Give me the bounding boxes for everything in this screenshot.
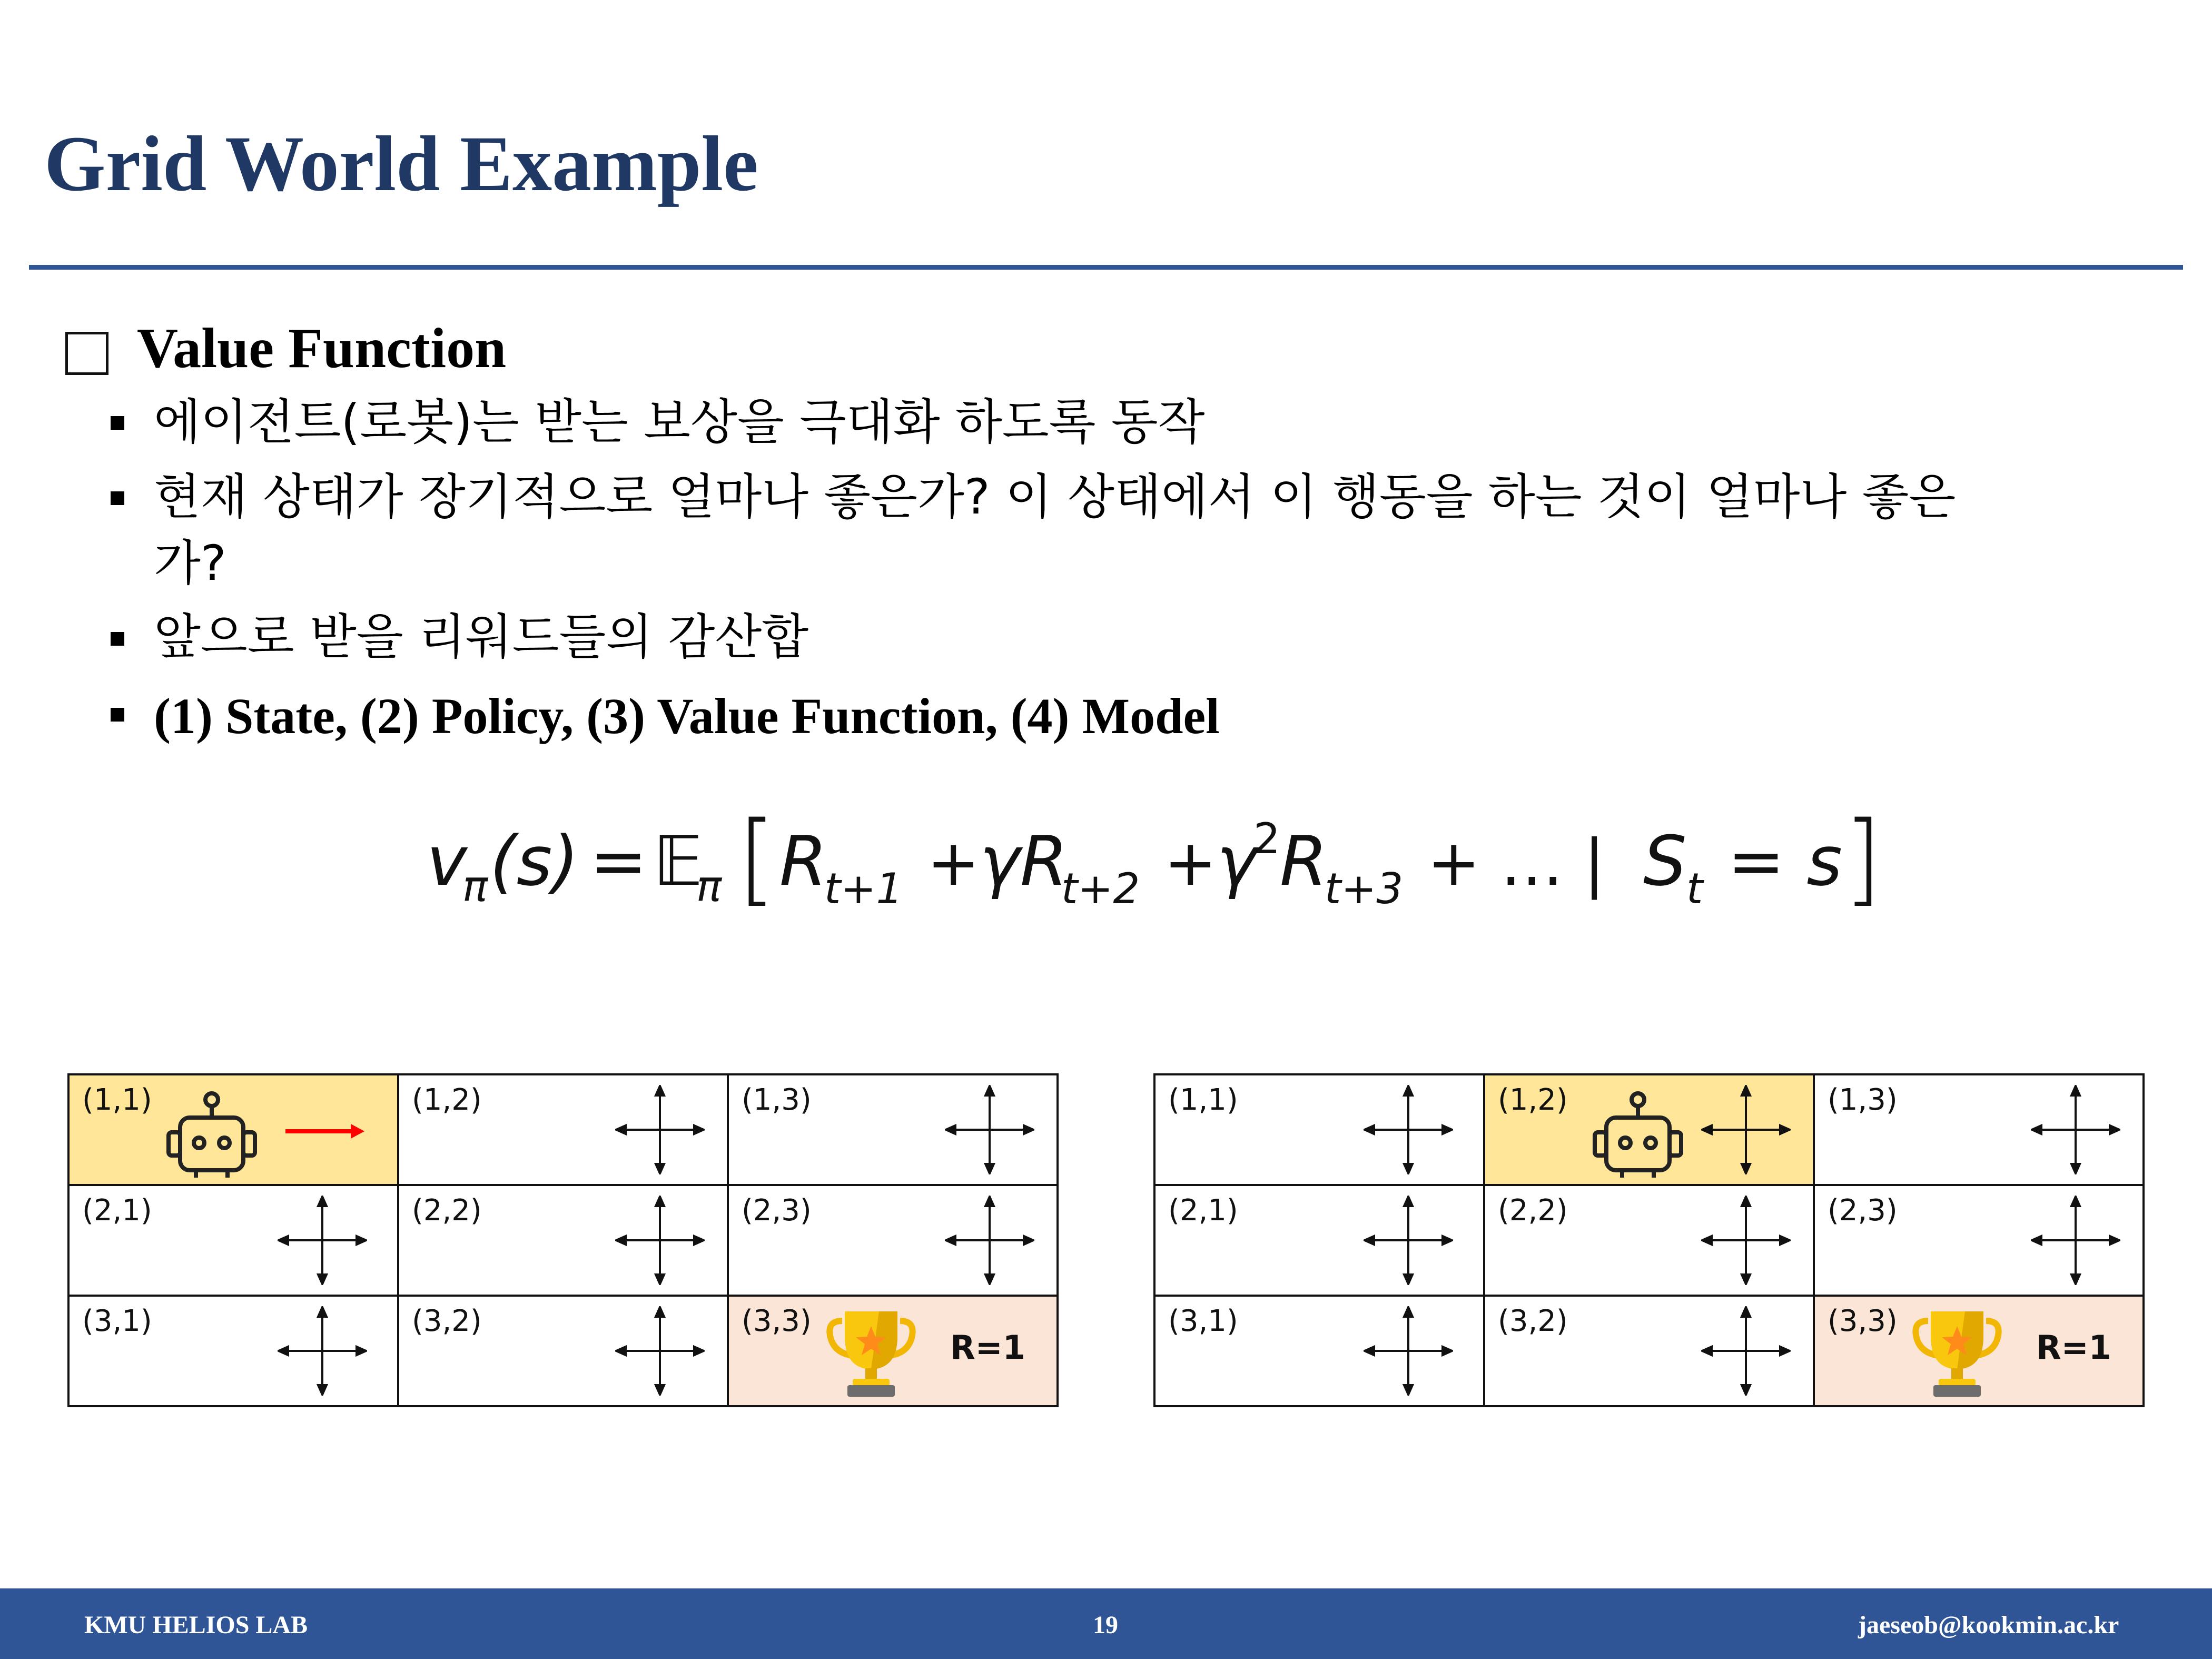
cell-coordinate-label: (3,1) [1168,1304,1238,1338]
formula-term-sub: t+3 [1325,864,1404,913]
cell-coordinate-label: (2,3) [742,1193,812,1228]
cell-coordinate-label: (2,3) [1828,1193,1898,1228]
formula-state: S [1643,821,1687,901]
grid-cell [397,1295,729,1407]
cell-coordinate-label: (2,2) [1498,1193,1568,1228]
grid-cell [727,1073,1059,1186]
cell-coordinate-label: (3,3) [1828,1304,1898,1338]
formula-term-sub: t+2 [1061,864,1140,913]
grid-cell [1483,1184,1815,1297]
four-way-arrow-icon [945,1196,1034,1285]
formula-rhs: = s [1727,821,1842,901]
four-way-arrow-icon [1364,1196,1453,1285]
square-bullet-icon [65,332,108,375]
bullet-text: 앞으로 받을 리워드들의 감산합 [154,609,809,665]
move-right-arrow-icon [285,1121,364,1142]
formula-plus: + [927,827,980,900]
grid-cell [1813,1184,2145,1297]
formula-term-sub: t+1 [824,864,903,913]
bullet-text-continuation: 가? [154,535,226,591]
page-number: 19 [1093,1611,1118,1639]
formula-term: R [1280,821,1328,901]
four-way-arrow-icon [2031,1085,2120,1174]
four-way-arrow-icon [615,1306,705,1396]
formula-plus: + [1164,827,1217,900]
formula-v: v [427,821,467,901]
four-way-arrow-icon [278,1196,367,1285]
bullet-marker [111,632,124,646]
cell-coordinate-label: (2,1) [82,1193,152,1228]
grid-cell [1153,1073,1485,1186]
cell-coordinate-label: (3,3) [742,1304,812,1338]
formula-tail: + … | [1427,827,1605,900]
grid-cell [1483,1295,1815,1407]
cell-coordinate-label: (2,2) [412,1193,482,1228]
formula-term: R [779,821,827,901]
reward-label: R=1 [2036,1328,2111,1367]
four-way-arrow-icon [1701,1196,1791,1285]
cell-coordinate-label: (2,1) [1168,1193,1238,1228]
four-way-arrow-icon [1364,1085,1453,1174]
four-way-arrow-icon [615,1085,705,1174]
formula-gamma: γ [1217,821,1257,901]
grid-world-before [67,1073,1058,1405]
four-way-arrow-icon [615,1196,705,1285]
cell-coordinate-label: (1,1) [1168,1083,1238,1117]
four-way-arrow-icon [2031,1196,2120,1285]
bullet-text: 에이전트(로봇)는 받는 보상을 극대화 하도록 동작 [154,394,1205,450]
formula-state-sub: t [1686,864,1703,913]
grid-world-after [1153,1073,2144,1405]
cell-coordinate-label: (3,2) [412,1304,482,1338]
reward-label: R=1 [950,1328,1025,1367]
four-way-arrow-icon [278,1306,367,1396]
page-title: Grid World Example [44,120,758,208]
formula-pi-sub2: π [696,862,722,911]
robot-icon [1591,1090,1685,1180]
cell-coordinate-label: (1,3) [1828,1083,1898,1117]
grid-cell [1813,1295,2145,1407]
grid-cell [727,1184,1059,1297]
formula-exponent: 2 [1253,814,1280,863]
bullet-marker [111,708,124,722]
bullet-text: (1) State, (2) Policy, (3) Value Function, (4) Model [154,688,1220,744]
section-heading: Value Function [137,317,507,380]
four-way-arrow-icon [1701,1085,1791,1174]
grid-cell [1153,1295,1485,1407]
four-way-arrow-icon [945,1085,1034,1174]
grid-cell [397,1073,729,1186]
grid-cell [67,1184,399,1297]
bullet-text: 현재 상태가 장기적으로 얼마나 좋은가? 이 상태에서 이 행동을 하는 것이 얼마나 좋은 [154,469,1956,525]
grid-cell [67,1295,399,1407]
formula-expectation: 𝔼 [653,821,703,901]
trophy-icon [826,1305,916,1400]
footer-email: jaeseob@kookmin.ac.kr [1858,1611,2119,1639]
formula-term: γR [980,821,1068,901]
cell-coordinate-label: (1,3) [742,1083,812,1117]
grid-cell [1483,1073,1815,1186]
title-divider [29,265,2183,270]
formula-bracket-right: ] [1843,808,1883,916]
formula-arg: (s) [490,821,579,901]
bullet-marker [111,416,124,430]
trophy-icon [1912,1305,2002,1400]
four-way-arrow-icon [1364,1306,1453,1396]
value-function-formula [421,808,1896,935]
four-way-arrow-icon [1701,1306,1791,1396]
grid-cell [397,1184,729,1297]
robot-icon [164,1090,259,1180]
cell-coordinate-label: (1,1) [82,1083,152,1117]
grid-cell [1153,1184,1485,1297]
grid-cell [727,1295,1059,1407]
cell-coordinate-label: (1,2) [1498,1083,1568,1117]
cell-coordinate-label: (3,1) [82,1304,152,1338]
cell-coordinate-label: (1,2) [412,1083,482,1117]
formula-bracket-left: [ [737,808,777,916]
footer-lab-name: KMU HELIOS LAB [84,1611,308,1639]
grid-cell [67,1073,399,1186]
formula-pi-sub: π [462,862,488,911]
bullet-marker [111,491,124,505]
cell-coordinate-label: (3,2) [1498,1304,1568,1338]
formula-equals: = [590,821,647,901]
grid-cell [1813,1073,2145,1186]
